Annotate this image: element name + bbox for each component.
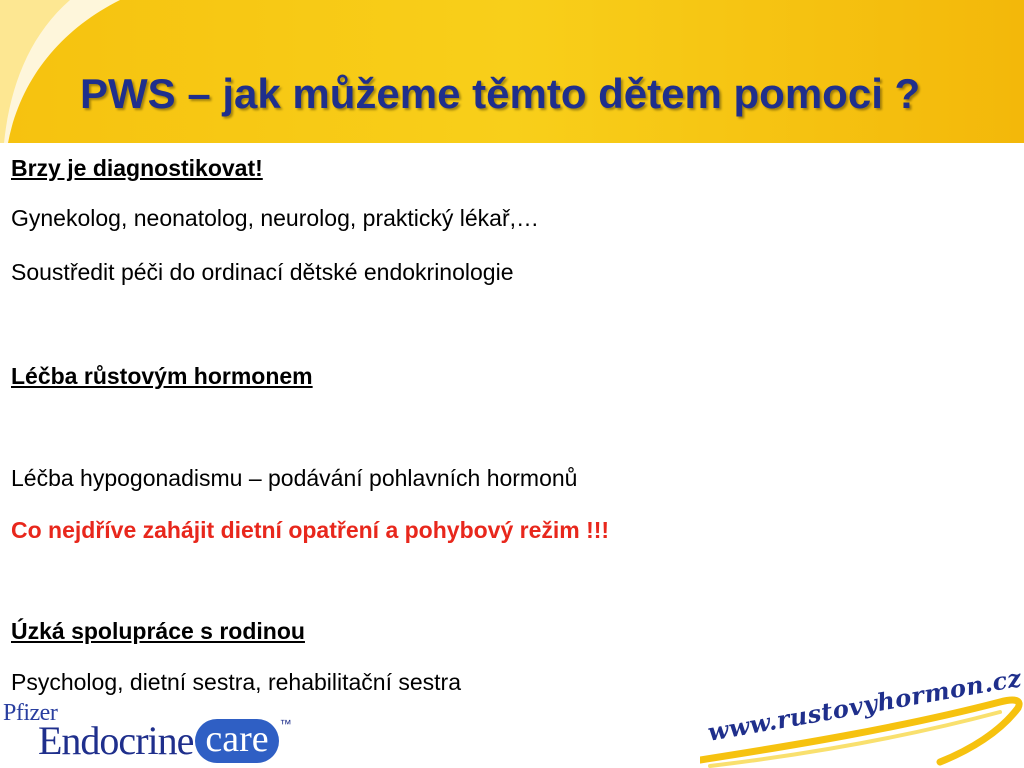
bullet-text-specialists: Gynekolog, neonatolog, neurolog, praktický lékař,… — [11, 205, 540, 231]
endocrinecare-logo — [38, 717, 292, 765]
bullet-text-endocrinology: Soustředit péči do ordinací dětské endokrinologie — [11, 259, 514, 285]
bullet-heading-family: Úzká spolupráce s rodinou — [11, 618, 305, 644]
bullet-text-support-staff: Psycholog, dietní sestra, rehabilitační sestra — [11, 669, 462, 695]
bullet-heading-growth-hormone: Léčba růstovým hormonem — [11, 363, 313, 389]
bullet-alert-diet-exercise: Co nejdříve zahájit dietní opatření a pohybový režim !!! — [11, 517, 610, 543]
slide-title: PWS – jak můžeme těmto dětem pomoci ? — [80, 70, 921, 117]
trademark-symbol: ™ — [279, 717, 292, 731]
pfizer-logo: Pfizer — [3, 700, 58, 726]
care-wordmark: care — [195, 719, 278, 763]
website-link[interactable]: www.rustovyhormon.cz — [705, 662, 1024, 747]
bullet-heading-diagnosis: Brzy je diagnostikovat! — [11, 155, 263, 181]
header-band — [0, 0, 1024, 143]
endocrine-wordmark: Endocrine — [38, 718, 194, 763]
bullet-text-hypogonadism: Léčba hypogonadismu – podávání pohlavních hormonů — [11, 465, 578, 491]
